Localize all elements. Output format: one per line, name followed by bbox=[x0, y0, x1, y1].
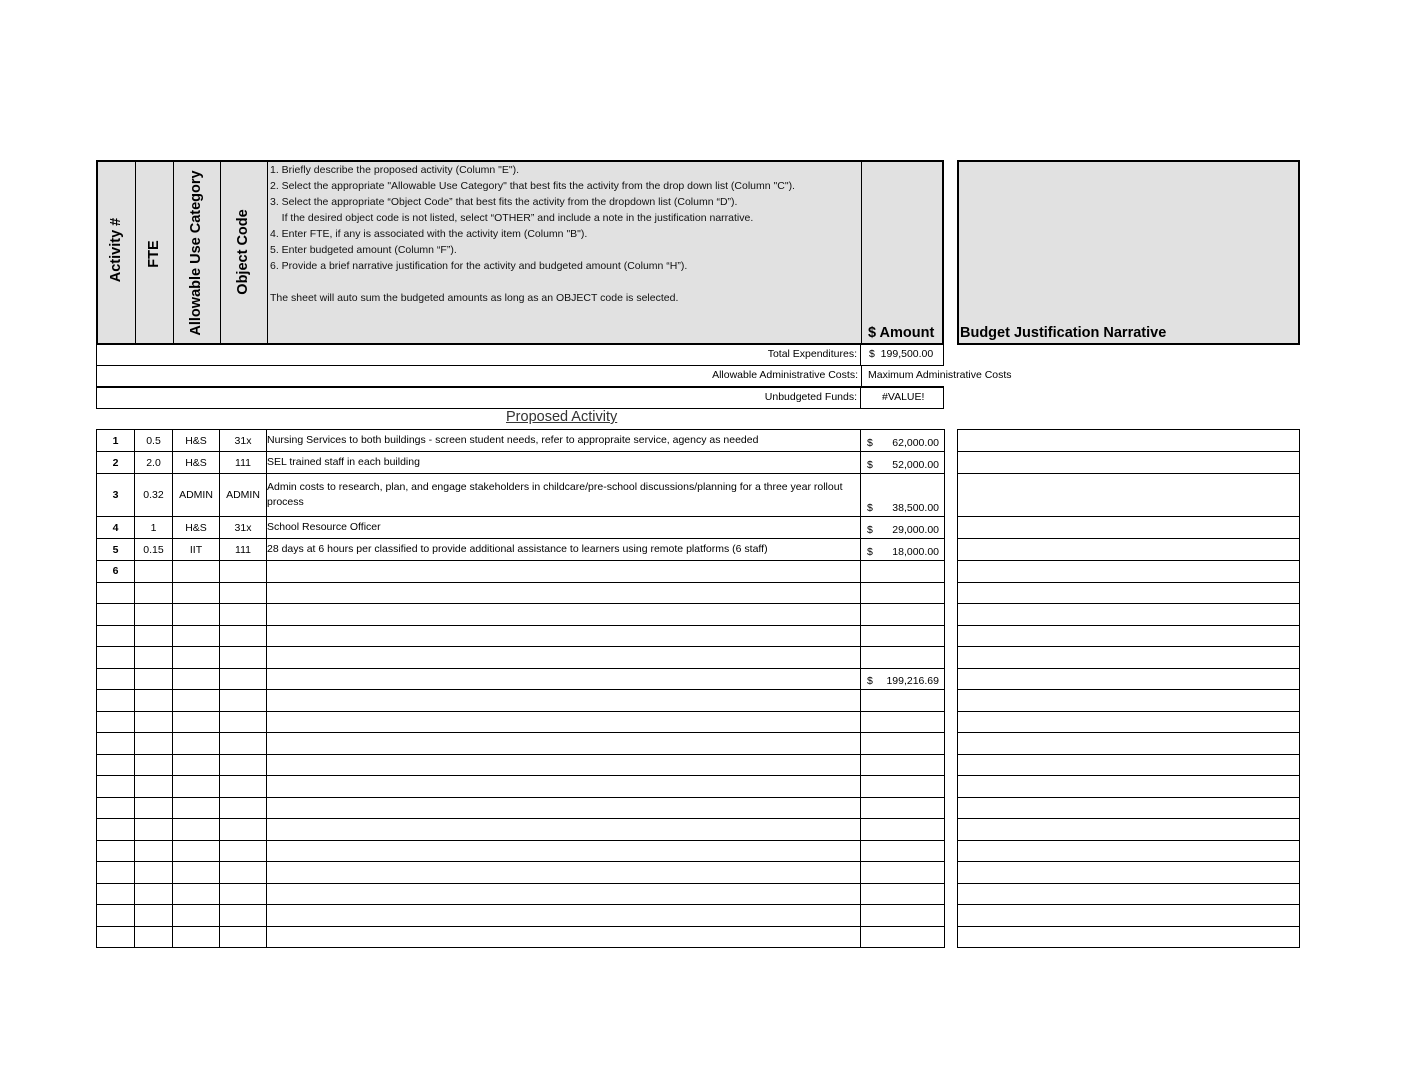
narrative-row bbox=[958, 905, 1300, 927]
activity-number-cell[interactable] bbox=[97, 905, 135, 927]
narrative-cell[interactable] bbox=[958, 430, 1300, 452]
narrative-cell[interactable] bbox=[958, 754, 1300, 776]
category-cell[interactable]: H&S bbox=[173, 517, 220, 539]
activity-number-cell[interactable] bbox=[97, 776, 135, 798]
activity-number-cell[interactable] bbox=[97, 733, 135, 755]
unbudgeted-funds-value: #VALUE! bbox=[882, 391, 925, 403]
amount-cell[interactable] bbox=[861, 625, 945, 647]
narrative-row bbox=[958, 474, 1300, 517]
fte-cell[interactable]: 0.5 bbox=[135, 430, 173, 452]
description-cell[interactable] bbox=[267, 797, 861, 819]
category-cell[interactable] bbox=[173, 797, 220, 819]
narrative-cell[interactable] bbox=[958, 452, 1300, 474]
fte-cell[interactable] bbox=[135, 840, 173, 862]
activity-number-cell[interactable] bbox=[97, 754, 135, 776]
table-row bbox=[97, 690, 945, 712]
narrative-row bbox=[958, 517, 1300, 539]
activity-number-cell[interactable] bbox=[97, 582, 135, 604]
category-cell[interactable]: H&S bbox=[173, 452, 220, 474]
activity-number-cell[interactable] bbox=[97, 604, 135, 626]
header-object-code: Object Code bbox=[235, 209, 251, 295]
narrative-cell[interactable] bbox=[958, 797, 1300, 819]
currency-symbol: $ bbox=[867, 524, 873, 536]
fte-cell[interactable] bbox=[135, 797, 173, 819]
admin-costs-label: Allowable Administrative Costs: bbox=[712, 369, 858, 381]
fte-cell[interactable] bbox=[135, 690, 173, 712]
amount-cell[interactable] bbox=[861, 604, 945, 626]
narrative-row bbox=[958, 840, 1300, 862]
narrative-cell[interactable] bbox=[958, 582, 1300, 604]
fte-cell[interactable] bbox=[135, 625, 173, 647]
narrative-cell[interactable] bbox=[958, 539, 1300, 561]
narrative-row bbox=[958, 754, 1300, 776]
object-code-cell[interactable] bbox=[220, 561, 267, 583]
amount-cell[interactable] bbox=[861, 819, 945, 841]
activity-number-cell[interactable] bbox=[97, 711, 135, 733]
category-cell[interactable] bbox=[173, 604, 220, 626]
description-cell[interactable]: School Resource Officer bbox=[267, 517, 861, 539]
category-cell[interactable]: H&S bbox=[173, 430, 220, 452]
instruction-line: 6. Provide a brief narrative justification for the activity and budgeted amount (Column “H”). bbox=[270, 260, 688, 272]
category-cell[interactable] bbox=[173, 754, 220, 776]
object-code-cell[interactable] bbox=[220, 604, 267, 626]
object-code-cell[interactable] bbox=[220, 582, 267, 604]
instruction-line: 5. Enter budgeted amount (Column “F”). bbox=[270, 244, 457, 256]
fte-cell[interactable] bbox=[135, 561, 173, 583]
object-code-cell[interactable] bbox=[220, 733, 267, 755]
instruction-line: 4. Enter FTE, if any is associated with the activity item (Column "B"). bbox=[270, 228, 588, 240]
table-row bbox=[97, 905, 945, 927]
fte-cell[interactable] bbox=[135, 647, 173, 669]
narrative-row bbox=[958, 430, 1300, 452]
fte-cell[interactable] bbox=[135, 754, 173, 776]
amount-cell[interactable] bbox=[861, 474, 945, 517]
object-code-cell[interactable] bbox=[220, 625, 267, 647]
narrative-cell[interactable] bbox=[958, 517, 1300, 539]
instruction-line bbox=[270, 274, 860, 290]
amount-cell[interactable] bbox=[861, 647, 945, 669]
object-code-cell[interactable]: ADMIN bbox=[220, 474, 267, 517]
description-cell[interactable]: 28 days at 6 hours per classified to provide additional assistance to learners using remote platforms (6 staff) bbox=[267, 539, 861, 561]
table-row bbox=[97, 883, 945, 905]
instruction-line: If the desired object code is not listed, select “OTHER” and include a note in the justification narrative. bbox=[270, 212, 754, 224]
fte-cell[interactable] bbox=[135, 883, 173, 905]
activity-number-cell[interactable] bbox=[97, 883, 135, 905]
description-cell[interactable] bbox=[267, 668, 861, 690]
description-cell[interactable] bbox=[267, 905, 861, 927]
object-code-cell[interactable] bbox=[220, 711, 267, 733]
currency-symbol: $ bbox=[867, 546, 873, 558]
object-code-cell[interactable] bbox=[220, 883, 267, 905]
narrative-header-block bbox=[957, 160, 1300, 345]
narrative-cell[interactable] bbox=[958, 474, 1300, 517]
amount-cell[interactable] bbox=[861, 690, 945, 712]
table-row bbox=[97, 926, 945, 948]
table-row bbox=[97, 776, 945, 798]
table-row bbox=[97, 604, 945, 626]
currency-symbol: $ bbox=[867, 502, 873, 514]
object-code-cell[interactable] bbox=[220, 668, 267, 690]
narrative-row bbox=[958, 625, 1300, 647]
category-cell[interactable] bbox=[173, 862, 220, 884]
category-cell[interactable] bbox=[173, 819, 220, 841]
description-cell[interactable] bbox=[267, 883, 861, 905]
amount-value: 29,000.00 bbox=[892, 524, 939, 536]
description-cell[interactable] bbox=[267, 690, 861, 712]
fte-cell[interactable]: 1 bbox=[135, 517, 173, 539]
description-cell[interactable]: SEL trained staff in each building bbox=[267, 452, 861, 474]
narrative-cell[interactable] bbox=[958, 883, 1300, 905]
activity-number-cell[interactable] bbox=[97, 647, 135, 669]
table-row bbox=[97, 517, 945, 539]
object-code-cell[interactable] bbox=[220, 926, 267, 948]
instruction-line: The sheet will auto sum the budgeted amounts as long as an OBJECT code is selected. bbox=[270, 292, 679, 304]
table-row bbox=[97, 862, 945, 884]
table-row bbox=[97, 668, 945, 690]
activity-number-cell[interactable]: 1 bbox=[97, 430, 135, 452]
fte-cell[interactable] bbox=[135, 905, 173, 927]
category-cell[interactable] bbox=[173, 926, 220, 948]
unbudgeted-funds-row bbox=[96, 387, 944, 409]
header-activity-number: Activity # bbox=[108, 217, 124, 283]
activity-number-cell[interactable]: 6 bbox=[97, 561, 135, 583]
amount-cell[interactable] bbox=[861, 668, 945, 690]
narrative-cell[interactable] bbox=[958, 711, 1300, 733]
object-code-cell[interactable] bbox=[220, 797, 267, 819]
currency-symbol: $ bbox=[867, 459, 873, 471]
category-cell[interactable] bbox=[173, 840, 220, 862]
instructions bbox=[270, 162, 860, 306]
table-row bbox=[97, 819, 945, 841]
amount-cell[interactable] bbox=[861, 862, 945, 884]
currency-symbol: $ bbox=[867, 675, 873, 687]
object-code-cell[interactable] bbox=[220, 690, 267, 712]
description-cell[interactable] bbox=[267, 754, 861, 776]
amount-value: 199,216.69 bbox=[886, 675, 939, 687]
object-code-cell[interactable]: 31x bbox=[220, 517, 267, 539]
description-cell[interactable] bbox=[267, 862, 861, 884]
fte-cell[interactable] bbox=[135, 668, 173, 690]
description-cell[interactable] bbox=[267, 776, 861, 798]
amount-cell[interactable] bbox=[861, 926, 945, 948]
amount-cell[interactable] bbox=[861, 711, 945, 733]
activity-number-cell[interactable] bbox=[97, 690, 135, 712]
description-cell[interactable] bbox=[267, 840, 861, 862]
narrative-row bbox=[958, 926, 1300, 948]
narrative-cell[interactable] bbox=[958, 625, 1300, 647]
category-cell[interactable] bbox=[173, 582, 220, 604]
table-row bbox=[97, 625, 945, 647]
object-code-cell[interactable]: 111 bbox=[220, 539, 267, 561]
table-row bbox=[97, 474, 945, 517]
activity-number-cell[interactable]: 3 bbox=[97, 474, 135, 517]
narrative-row bbox=[958, 647, 1300, 669]
header-amount: $ Amount bbox=[868, 325, 935, 341]
activity-table bbox=[96, 429, 945, 948]
object-code-cell[interactable] bbox=[220, 905, 267, 927]
fte-cell[interactable] bbox=[135, 582, 173, 604]
narrative-row bbox=[958, 819, 1300, 841]
amount-cell[interactable] bbox=[861, 840, 945, 862]
category-cell[interactable] bbox=[173, 690, 220, 712]
description-cell[interactable] bbox=[267, 604, 861, 626]
activity-number-cell[interactable]: 4 bbox=[97, 517, 135, 539]
table-row bbox=[97, 561, 945, 583]
fte-cell[interactable]: 0.15 bbox=[135, 539, 173, 561]
amount-cell[interactable] bbox=[861, 905, 945, 927]
instruction-line: 3. Select the appropriate “Object Code” that best fits the activity from the dropdown list (Column “D”). bbox=[270, 196, 738, 208]
narrative-cell[interactable] bbox=[958, 690, 1300, 712]
category-cell[interactable]: IIT bbox=[173, 539, 220, 561]
object-code-cell[interactable] bbox=[220, 776, 267, 798]
narrative-row bbox=[958, 862, 1300, 884]
narrative-cell[interactable] bbox=[958, 862, 1300, 884]
activity-number-cell[interactable] bbox=[97, 668, 135, 690]
table-row bbox=[97, 452, 945, 474]
fte-cell[interactable] bbox=[135, 733, 173, 755]
object-code-cell[interactable] bbox=[220, 647, 267, 669]
description-cell[interactable]: Admin costs to research, plan, and engage stakeholders in childcare/pre-school discussions/planning for a three year rollout process bbox=[267, 474, 861, 517]
fte-cell[interactable] bbox=[135, 776, 173, 798]
narrative-row bbox=[958, 797, 1300, 819]
amount-cell[interactable] bbox=[861, 754, 945, 776]
narrative-row bbox=[958, 604, 1300, 626]
narrative-row bbox=[958, 582, 1300, 604]
amount-cell[interactable] bbox=[861, 561, 945, 583]
table-row bbox=[97, 647, 945, 669]
table-row bbox=[97, 539, 945, 561]
activity-number-cell[interactable] bbox=[97, 797, 135, 819]
amount-cell[interactable] bbox=[861, 452, 945, 474]
header-allowable-use-category: Allowable Use Category bbox=[188, 170, 204, 336]
amount-value: 62,000.00 bbox=[892, 437, 939, 449]
section-title: Proposed Activity bbox=[506, 409, 618, 425]
narrative-row bbox=[958, 690, 1300, 712]
narrative-cell[interactable] bbox=[958, 926, 1300, 948]
table-row bbox=[97, 430, 945, 452]
description-cell[interactable] bbox=[267, 582, 861, 604]
amount-cell[interactable] bbox=[861, 883, 945, 905]
fte-cell[interactable] bbox=[135, 926, 173, 948]
category-cell[interactable] bbox=[173, 668, 220, 690]
amount-cell[interactable] bbox=[861, 582, 945, 604]
narrative-row bbox=[958, 561, 1300, 583]
table-row bbox=[97, 711, 945, 733]
amount-cell[interactable] bbox=[861, 517, 945, 539]
fte-cell[interactable] bbox=[135, 604, 173, 626]
category-cell[interactable] bbox=[173, 647, 220, 669]
category-cell[interactable] bbox=[173, 776, 220, 798]
narrative-cell[interactable] bbox=[958, 905, 1300, 927]
category-cell[interactable] bbox=[173, 625, 220, 647]
narrative-row bbox=[958, 776, 1300, 798]
amount-cell[interactable] bbox=[861, 776, 945, 798]
activity-number-cell[interactable]: 5 bbox=[97, 539, 135, 561]
narrative-row bbox=[958, 668, 1300, 690]
object-code-cell[interactable] bbox=[220, 862, 267, 884]
narrative-cell[interactable] bbox=[958, 668, 1300, 690]
narrative-row bbox=[958, 711, 1300, 733]
total-expenditures-row bbox=[96, 344, 944, 366]
category-cell[interactable] bbox=[173, 711, 220, 733]
table-row bbox=[97, 733, 945, 755]
narrative-cell[interactable] bbox=[958, 840, 1300, 862]
object-code-cell[interactable]: 31x bbox=[220, 430, 267, 452]
instruction-line: 2. Select the appropriate "Allowable Use Category" that best fits the activity from the drop down list (Column "C"). bbox=[270, 180, 795, 192]
narrative-cell[interactable] bbox=[958, 647, 1300, 669]
activity-number-cell[interactable] bbox=[97, 926, 135, 948]
amount-value: 52,000.00 bbox=[892, 459, 939, 471]
activity-number-cell[interactable] bbox=[97, 840, 135, 862]
currency-symbol: $ bbox=[867, 437, 873, 449]
object-code-cell[interactable] bbox=[220, 840, 267, 862]
activity-number-cell[interactable] bbox=[97, 625, 135, 647]
object-code-cell[interactable] bbox=[220, 819, 267, 841]
description-cell[interactable] bbox=[267, 819, 861, 841]
fte-cell[interactable] bbox=[135, 819, 173, 841]
amount-value: 18,000.00 bbox=[892, 546, 939, 558]
activity-number-cell[interactable] bbox=[97, 819, 135, 841]
table-row bbox=[97, 754, 945, 776]
amount-cell[interactable] bbox=[861, 733, 945, 755]
description-cell[interactable] bbox=[267, 711, 861, 733]
amount-value: 38,500.00 bbox=[892, 502, 939, 514]
category-cell[interactable]: ADMIN bbox=[173, 474, 220, 517]
total-expenditures-value: $ 199,500.00 bbox=[869, 348, 934, 360]
description-cell[interactable] bbox=[267, 926, 861, 948]
narrative-cell[interactable] bbox=[958, 733, 1300, 755]
table-row bbox=[97, 797, 945, 819]
description-cell[interactable] bbox=[267, 625, 861, 647]
fte-cell[interactable]: 2.0 bbox=[135, 452, 173, 474]
unbudgeted-funds-label: Unbudgeted Funds: bbox=[764, 391, 857, 403]
total-expenditures-label: Total Expenditures: bbox=[767, 348, 857, 360]
narrative-cell[interactable] bbox=[958, 561, 1300, 583]
fte-cell[interactable]: 0.32 bbox=[135, 474, 173, 517]
description-cell[interactable] bbox=[267, 647, 861, 669]
table-row bbox=[97, 840, 945, 862]
instruction-line: 1. Briefly describe the proposed activity (Column "E"). bbox=[270, 164, 520, 176]
category-cell[interactable] bbox=[173, 733, 220, 755]
description-cell[interactable]: Nursing Services to both buildings - screen student needs, refer to appropraite service, agency as needed bbox=[267, 430, 861, 452]
narrative-row bbox=[958, 883, 1300, 905]
admin-costs-row bbox=[96, 365, 944, 387]
narrative-cell[interactable] bbox=[958, 776, 1300, 798]
activity-number-cell[interactable] bbox=[97, 862, 135, 884]
narrative-row bbox=[958, 539, 1300, 561]
narrative-row bbox=[958, 452, 1300, 474]
table-row bbox=[97, 582, 945, 604]
description-cell[interactable] bbox=[267, 561, 861, 583]
amount-cell[interactable] bbox=[861, 797, 945, 819]
amount-cell[interactable] bbox=[861, 539, 945, 561]
fte-cell[interactable] bbox=[135, 862, 173, 884]
activity-number-cell[interactable]: 2 bbox=[97, 452, 135, 474]
amount-cell[interactable] bbox=[861, 430, 945, 452]
admin-costs-value: Maximum Administrative Costs bbox=[868, 369, 1012, 381]
object-code-cell[interactable]: 111 bbox=[220, 452, 267, 474]
fte-cell[interactable] bbox=[135, 711, 173, 733]
category-cell[interactable] bbox=[173, 905, 220, 927]
narrative-cell[interactable] bbox=[958, 819, 1300, 841]
description-cell[interactable] bbox=[267, 733, 861, 755]
category-cell[interactable] bbox=[173, 883, 220, 905]
header-budget-justification-narrative: Budget Justification Narrative bbox=[960, 325, 1167, 341]
object-code-cell[interactable] bbox=[220, 754, 267, 776]
header-fte: FTE bbox=[146, 240, 162, 268]
narrative-table bbox=[957, 429, 1300, 948]
narrative-row bbox=[958, 733, 1300, 755]
narrative-cell[interactable] bbox=[958, 604, 1300, 626]
category-cell[interactable] bbox=[173, 561, 220, 583]
